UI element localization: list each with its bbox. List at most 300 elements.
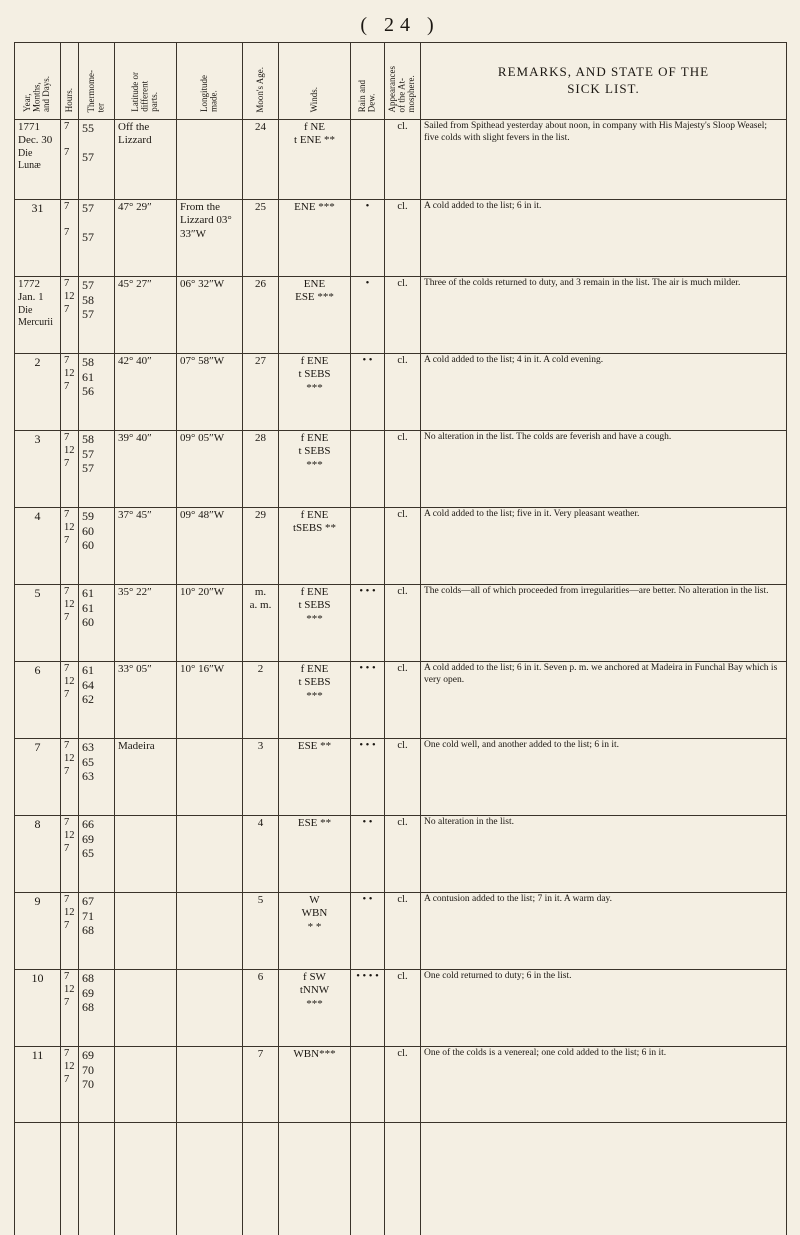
longitude-cell bbox=[177, 739, 243, 816]
rain-dew-cell: • • bbox=[351, 354, 385, 431]
remarks-cell: One cold returned to duty; 6 in the list. bbox=[421, 970, 787, 1047]
thermometer-cell bbox=[79, 585, 115, 662]
date-line: Dec. 30 bbox=[18, 134, 53, 147]
appearance-cell: cl. bbox=[385, 585, 421, 662]
header-winds: Winds. bbox=[279, 43, 351, 120]
wind-line: *** bbox=[306, 381, 323, 394]
date-line: 1772 bbox=[18, 278, 40, 290]
remarks-cell: One of the colds is a venereal; one cold added to the list; 6 in it. bbox=[421, 1047, 787, 1123]
winds-cell bbox=[279, 585, 351, 662]
wind-line: f ENE bbox=[300, 586, 329, 598]
thermometer-value: 64 bbox=[82, 677, 94, 692]
hour-value: 12 bbox=[64, 829, 75, 841]
hour-value: 7 bbox=[64, 1073, 70, 1085]
wind-line: ESE *** bbox=[295, 291, 334, 304]
wind-line: tSEBS ** bbox=[292, 522, 337, 535]
header-date: Year, Months, and Days. bbox=[15, 43, 61, 120]
thermometer-cell bbox=[79, 970, 115, 1047]
hours-cell bbox=[61, 1047, 79, 1123]
hours-cell bbox=[61, 739, 79, 816]
appearance-cell: cl. bbox=[385, 1047, 421, 1123]
appearance-cell: cl. bbox=[385, 508, 421, 585]
date-line: 8 bbox=[34, 817, 41, 831]
rain-dew-cell: • • • bbox=[351, 585, 385, 662]
table-row bbox=[15, 1047, 787, 1123]
latitude-cell bbox=[115, 816, 177, 893]
remarks-cell: A cold added to the list; 4 in it. A cold evening. bbox=[421, 354, 787, 431]
hour-value: 12 bbox=[64, 521, 75, 533]
hour-value: 7 bbox=[64, 586, 70, 597]
thermometer-value: 61 bbox=[82, 369, 94, 384]
moon-age-value: 5 bbox=[257, 894, 264, 906]
hours-cell bbox=[61, 354, 79, 431]
winds-cell bbox=[279, 200, 351, 277]
latitude-cell: 45° 27″ bbox=[115, 277, 177, 354]
moon-age-cell bbox=[243, 200, 279, 277]
remarks-cell: A cold added to the list; 6 in it. Seven p. m. we anchored at Madeira in Funchal Bay which is very open. bbox=[421, 662, 787, 739]
hour-value: 7 bbox=[64, 611, 70, 623]
moon-age-value: 2 bbox=[257, 663, 264, 675]
rain-dew-cell bbox=[351, 120, 385, 200]
moon-age-cell bbox=[243, 816, 279, 893]
latitude-cell bbox=[115, 1047, 177, 1123]
thermometer-value: 69 bbox=[82, 985, 94, 1000]
date-cell bbox=[15, 970, 61, 1047]
hours-cell bbox=[61, 200, 79, 277]
latitude-cell: Off the Lizzard bbox=[115, 120, 177, 200]
winds-cell bbox=[279, 354, 351, 431]
thermometer-value bbox=[82, 216, 111, 231]
appearance-cell: cl. bbox=[385, 200, 421, 277]
moon-age-cell bbox=[243, 585, 279, 662]
remarks-cell: A cold added to the list; five in it. Very pleasant weather. bbox=[421, 508, 787, 585]
moon-age-cell bbox=[243, 508, 279, 585]
thermometer-value: 58 bbox=[82, 355, 94, 369]
wind-line: t SEBS bbox=[298, 445, 331, 458]
moon-age-value: 25 bbox=[255, 201, 266, 213]
thermometer-cell bbox=[79, 1047, 115, 1123]
table-row bbox=[15, 893, 787, 970]
wind-line: *** bbox=[306, 458, 323, 471]
table-row bbox=[15, 508, 787, 585]
header-moon-age: Moon's Age. bbox=[243, 43, 279, 120]
thermometer-cell bbox=[79, 200, 115, 277]
thermometer-cell bbox=[79, 893, 115, 970]
table-row bbox=[15, 200, 787, 277]
date-cell bbox=[15, 739, 61, 816]
moon-age-value: a. m. bbox=[249, 599, 272, 612]
wind-line: f ENE bbox=[300, 509, 329, 521]
thermometer-value: 55 bbox=[82, 121, 94, 135]
remarks-cell: A contusion added to the list; 7 in it. A warm day. bbox=[421, 893, 787, 970]
moon-age-cell bbox=[243, 277, 279, 354]
winds-cell bbox=[279, 739, 351, 816]
moon-age-value: 29 bbox=[255, 509, 266, 521]
blank-cell bbox=[177, 1123, 243, 1235]
thermometer-value: 66 bbox=[82, 817, 94, 831]
table-row bbox=[15, 816, 787, 893]
table-row bbox=[15, 739, 787, 816]
thermometer-value: 57 bbox=[82, 278, 94, 292]
date-line: Die bbox=[18, 304, 33, 316]
remarks-cell: Three of the colds returned to duty, and 3 remain in the list. The air is much milder. bbox=[421, 277, 787, 354]
winds-cell bbox=[279, 508, 351, 585]
thermometer-cell bbox=[79, 816, 115, 893]
latitude-cell: 35° 22″ bbox=[115, 585, 177, 662]
moon-age-cell bbox=[243, 970, 279, 1047]
thermometer-value: 67 bbox=[82, 894, 94, 908]
date-cell bbox=[15, 120, 61, 200]
wind-line: f ENE bbox=[300, 663, 329, 675]
blank-cell bbox=[243, 1123, 279, 1235]
thermometer-value: 69 bbox=[82, 831, 94, 846]
latitude-cell: 37° 45″ bbox=[115, 508, 177, 585]
thermometer-value: 68 bbox=[82, 971, 94, 985]
thermometer-cell bbox=[79, 354, 115, 431]
longitude-cell: From the Lizzard 03° 33″W bbox=[177, 200, 243, 277]
rain-dew-cell bbox=[351, 431, 385, 508]
blank-cell bbox=[79, 1123, 115, 1235]
thermometer-value: 60 bbox=[82, 538, 94, 553]
thermometer-cell bbox=[79, 739, 115, 816]
wind-line: t SEBS bbox=[298, 676, 331, 689]
winds-cell bbox=[279, 662, 351, 739]
date-cell bbox=[15, 200, 61, 277]
hour-value: 7 bbox=[64, 355, 70, 366]
hour-value: 12 bbox=[64, 444, 75, 456]
header-rain: Rain and Dew. bbox=[351, 43, 385, 120]
wind-line: WBN*** bbox=[293, 1048, 336, 1060]
date-line: 7 bbox=[34, 740, 41, 754]
hours-cell bbox=[61, 277, 79, 354]
hour-value: 7 bbox=[64, 432, 70, 443]
hour-value: 7 bbox=[64, 534, 70, 546]
thermometer-value: 57 bbox=[82, 307, 94, 322]
hour-value: 7 bbox=[64, 740, 70, 751]
thermometer-value: 65 bbox=[82, 846, 94, 861]
remarks-cell: No alteration in the list. bbox=[421, 816, 787, 893]
hours-cell bbox=[61, 970, 79, 1047]
moon-age-value: 28 bbox=[255, 432, 266, 444]
date-line: 4 bbox=[34, 509, 41, 523]
thermometer-value: 61 bbox=[82, 600, 94, 615]
hour-value: 7 bbox=[64, 842, 70, 854]
table-row bbox=[15, 431, 787, 508]
thermometer-value: 70 bbox=[82, 1077, 94, 1092]
hour-value: 12 bbox=[64, 367, 75, 379]
appearance-cell: cl. bbox=[385, 970, 421, 1047]
wind-line: *** bbox=[306, 997, 323, 1010]
winds-cell bbox=[279, 431, 351, 508]
page-number: ( 24 ) bbox=[360, 14, 440, 36]
table-row bbox=[15, 970, 787, 1047]
latitude-cell: Madeira bbox=[115, 739, 177, 816]
hours-cell bbox=[61, 508, 79, 585]
hour-value: 7 bbox=[64, 765, 70, 777]
thermometer-cell bbox=[79, 662, 115, 739]
date-line: Mercurii bbox=[18, 317, 53, 328]
hour-value bbox=[64, 134, 75, 147]
moon-age-value: 3 bbox=[257, 740, 264, 752]
wind-line: ENE bbox=[303, 278, 326, 290]
date-line: Jan. 1 bbox=[18, 291, 44, 304]
moon-age-value: 26 bbox=[255, 278, 266, 290]
date-line: 10 bbox=[31, 971, 44, 985]
appearance-cell: cl. bbox=[385, 277, 421, 354]
hour-value: 7 bbox=[64, 201, 70, 212]
header-latitude: Latitude or different parts. bbox=[115, 43, 177, 120]
date-cell bbox=[15, 662, 61, 739]
moon-age-cell bbox=[243, 354, 279, 431]
thermometer-value: 57 bbox=[82, 230, 94, 245]
header-longitude: Longitude made. bbox=[177, 43, 243, 120]
rain-dew-cell: • • bbox=[351, 816, 385, 893]
moon-age-cell bbox=[243, 662, 279, 739]
hour-value: 12 bbox=[64, 752, 75, 764]
appearance-cell: cl. bbox=[385, 893, 421, 970]
wind-line: W bbox=[309, 894, 320, 906]
date-cell bbox=[15, 893, 61, 970]
wind-line: * * bbox=[307, 920, 322, 933]
longitude-cell: 10° 20″W bbox=[177, 585, 243, 662]
date-line: 9 bbox=[34, 894, 41, 908]
moon-age-value: 24 bbox=[255, 121, 266, 133]
longitude-cell: 09° 48″W bbox=[177, 508, 243, 585]
hour-value: 7 bbox=[64, 226, 70, 238]
thermometer-cell bbox=[79, 120, 115, 200]
moon-age-value: 4 bbox=[257, 817, 264, 829]
remarks-cell: One cold well, and another added to the list; 6 in it. bbox=[421, 739, 787, 816]
rain-dew-cell bbox=[351, 1047, 385, 1123]
thermometer-value: 70 bbox=[82, 1062, 94, 1077]
hour-value: 7 bbox=[64, 303, 70, 315]
thermometer-value: 56 bbox=[82, 384, 94, 399]
date-cell bbox=[15, 816, 61, 893]
hour-value: 12 bbox=[64, 598, 75, 610]
date-line: Die bbox=[18, 147, 33, 159]
thermometer-value: 63 bbox=[82, 740, 94, 754]
log-body bbox=[15, 120, 787, 1235]
longitude-cell bbox=[177, 970, 243, 1047]
thermometer-value bbox=[82, 136, 111, 151]
thermometer-value: 57 bbox=[82, 461, 94, 476]
date-line: 11 bbox=[31, 1048, 44, 1062]
thermometer-value: 57 bbox=[82, 150, 94, 165]
header-row bbox=[15, 43, 787, 120]
rain-dew-cell: • bbox=[351, 200, 385, 277]
appearance-cell: cl. bbox=[385, 816, 421, 893]
date-cell bbox=[15, 508, 61, 585]
wind-line: WBN bbox=[301, 907, 328, 920]
longitude-cell: 09° 05″W bbox=[177, 431, 243, 508]
date-cell bbox=[15, 277, 61, 354]
hour-value: 7 bbox=[64, 121, 70, 132]
date-cell bbox=[15, 431, 61, 508]
hours-cell bbox=[61, 662, 79, 739]
date-line: Lunæ bbox=[18, 160, 41, 171]
wind-line: *** bbox=[306, 612, 323, 625]
blank-cell bbox=[61, 1123, 79, 1235]
header-remarks: REMARKS, AND STATE OF THE SICK LIST. bbox=[421, 43, 787, 120]
date-line: 6 bbox=[34, 663, 41, 677]
thermometer-value: 57 bbox=[82, 446, 94, 461]
appearance-cell: cl. bbox=[385, 354, 421, 431]
wind-line: *** bbox=[306, 689, 323, 702]
wind-line: tNNW bbox=[299, 984, 330, 997]
winds-cell bbox=[279, 816, 351, 893]
date-line: 1771 bbox=[18, 121, 40, 133]
hour-value: 7 bbox=[64, 457, 70, 469]
latitude-cell: 42° 40″ bbox=[115, 354, 177, 431]
hours-cell bbox=[61, 893, 79, 970]
hour-value: 12 bbox=[64, 675, 75, 687]
moon-age-value: m. bbox=[254, 586, 267, 598]
remarks-cell: A cold added to the list; 6 in it. bbox=[421, 200, 787, 277]
winds-cell bbox=[279, 277, 351, 354]
thermometer-value: 63 bbox=[82, 769, 94, 784]
thermometer-value: 71 bbox=[82, 908, 94, 923]
wind-line: ESE ** bbox=[297, 817, 332, 829]
moon-age-cell bbox=[243, 1047, 279, 1123]
hour-value: 7 bbox=[64, 146, 70, 158]
longitude-cell bbox=[177, 893, 243, 970]
hour-value: 7 bbox=[64, 971, 70, 982]
moon-age-value: 7 bbox=[257, 1048, 264, 1060]
blank-cell bbox=[421, 1123, 787, 1235]
table-row bbox=[15, 277, 787, 354]
hour-value bbox=[64, 214, 75, 227]
thermometer-cell bbox=[79, 277, 115, 354]
wind-line: ENE *** bbox=[294, 201, 335, 213]
longitude-cell bbox=[177, 1047, 243, 1123]
blank-cell bbox=[15, 1123, 61, 1235]
thermometer-value: 68 bbox=[82, 1000, 94, 1015]
latitude-cell: 33° 05″ bbox=[115, 662, 177, 739]
thermometer-value: 69 bbox=[82, 1048, 94, 1062]
wind-line: t SEBS bbox=[298, 368, 331, 381]
hour-value: 7 bbox=[64, 663, 70, 674]
blank-cell bbox=[279, 1123, 351, 1235]
blank-cell bbox=[351, 1123, 385, 1235]
blank-row bbox=[15, 1123, 787, 1235]
moon-age-cell bbox=[243, 893, 279, 970]
latitude-cell: 39° 40″ bbox=[115, 431, 177, 508]
blank-cell bbox=[115, 1123, 177, 1235]
wind-line: ESE ** bbox=[297, 740, 332, 752]
thermometer-value: 65 bbox=[82, 754, 94, 769]
blank-cell bbox=[385, 1123, 421, 1235]
moon-age-cell bbox=[243, 739, 279, 816]
hour-value: 12 bbox=[64, 1060, 75, 1072]
appearance-cell: cl. bbox=[385, 431, 421, 508]
date-cell bbox=[15, 354, 61, 431]
moon-age-value: 6 bbox=[257, 971, 264, 983]
longitude-cell: 07° 58″W bbox=[177, 354, 243, 431]
hour-value: 7 bbox=[64, 894, 70, 905]
hour-value: 7 bbox=[64, 688, 70, 700]
weather-log-table bbox=[14, 42, 787, 1235]
table-row bbox=[15, 354, 787, 431]
thermometer-value: 61 bbox=[82, 663, 94, 677]
date-line: 2 bbox=[34, 355, 41, 369]
wind-line: f SW bbox=[303, 971, 326, 983]
wind-line: t ENE ** bbox=[294, 134, 335, 147]
remarks-cell: Sailed from Spithead yesterday about noon, in company with His Majesty's Sloop Weasel; five colds with slight fevers in the list. bbox=[421, 120, 787, 200]
thermometer-value: 68 bbox=[82, 923, 94, 938]
hour-value: 7 bbox=[64, 380, 70, 392]
winds-cell bbox=[279, 1047, 351, 1123]
date-line: 31 bbox=[31, 201, 44, 215]
hours-cell bbox=[61, 816, 79, 893]
date-line: 3 bbox=[34, 432, 41, 446]
moon-age-value: 27 bbox=[255, 355, 266, 367]
header-hours: Hours. bbox=[61, 43, 79, 120]
appearance-cell: cl. bbox=[385, 662, 421, 739]
date-line: 5 bbox=[34, 586, 41, 600]
latitude-cell: 47° 29″ bbox=[115, 200, 177, 277]
thermometer-cell bbox=[79, 508, 115, 585]
hour-value: 7 bbox=[64, 996, 70, 1008]
appearance-cell: cl. bbox=[385, 120, 421, 200]
wind-line: f ENE bbox=[300, 355, 329, 367]
hour-value: 7 bbox=[64, 919, 70, 931]
rain-dew-cell: • • • bbox=[351, 739, 385, 816]
latitude-cell bbox=[115, 970, 177, 1047]
hour-value: 7 bbox=[64, 509, 70, 520]
rain-dew-cell: • bbox=[351, 277, 385, 354]
header-thermometer: Thermome- ter bbox=[79, 43, 115, 120]
longitude-cell bbox=[177, 120, 243, 200]
thermometer-value: 61 bbox=[82, 586, 94, 600]
header-appearances: Appearances of the At- mosphere. bbox=[385, 43, 421, 120]
thermometer-value: 57 bbox=[82, 201, 94, 215]
winds-cell bbox=[279, 120, 351, 200]
remarks-cell: The colds—all of which proceeded from irregularities—are better. No alteration in the list. bbox=[421, 585, 787, 662]
hour-value: 12 bbox=[64, 906, 75, 918]
hour-value: 12 bbox=[64, 983, 75, 995]
longitude-cell: 10° 16″W bbox=[177, 662, 243, 739]
latitude-cell bbox=[115, 893, 177, 970]
date-cell bbox=[15, 585, 61, 662]
hours-cell bbox=[61, 431, 79, 508]
thermometer-value: 59 bbox=[82, 509, 94, 523]
table-row bbox=[15, 662, 787, 739]
hours-cell bbox=[61, 120, 79, 200]
rain-dew-cell: • • • • bbox=[351, 970, 385, 1047]
wind-line: t SEBS bbox=[298, 599, 331, 612]
thermometer-value: 58 bbox=[82, 292, 94, 307]
wind-line: f ENE bbox=[300, 432, 329, 444]
thermometer-cell bbox=[79, 431, 115, 508]
rain-dew-cell: • • • bbox=[351, 662, 385, 739]
hour-value: 7 bbox=[64, 817, 70, 828]
thermometer-value: 60 bbox=[82, 523, 94, 538]
thermometer-value: 58 bbox=[82, 432, 94, 446]
remarks-cell: No alteration in the list. The colds are feverish and have a cough. bbox=[421, 431, 787, 508]
wind-line: f NE bbox=[303, 121, 326, 133]
hour-value: 12 bbox=[64, 290, 75, 302]
longitude-cell: 06° 32″W bbox=[177, 277, 243, 354]
winds-cell bbox=[279, 893, 351, 970]
rain-dew-cell: • • bbox=[351, 893, 385, 970]
longitude-cell bbox=[177, 816, 243, 893]
hour-value: 7 bbox=[64, 1048, 70, 1059]
moon-age-cell bbox=[243, 120, 279, 200]
hour-value: 7 bbox=[64, 278, 70, 289]
hours-cell bbox=[61, 585, 79, 662]
date-cell bbox=[15, 1047, 61, 1123]
thermometer-value: 60 bbox=[82, 615, 94, 630]
